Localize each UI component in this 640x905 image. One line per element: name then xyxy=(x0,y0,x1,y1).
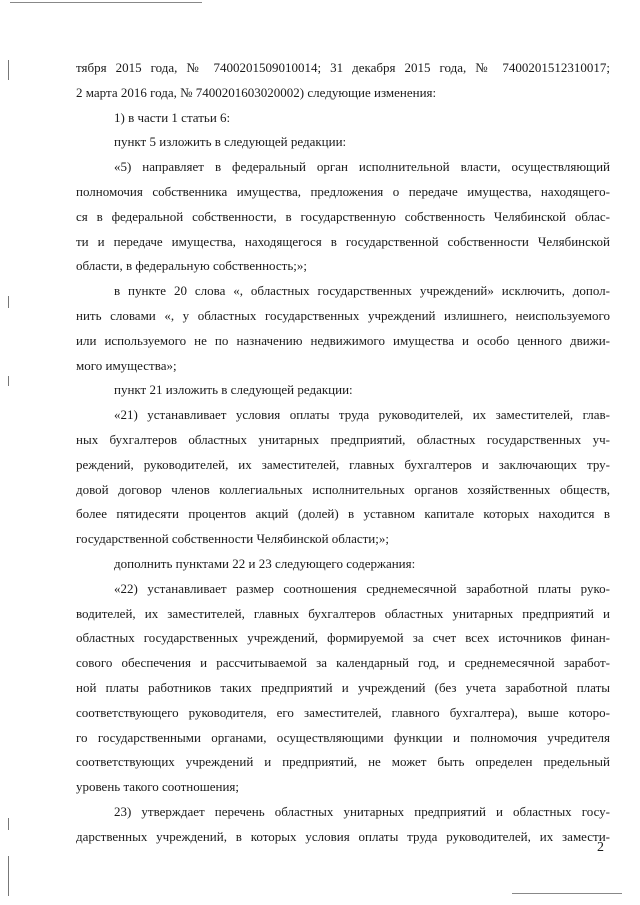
scan-edge-line-bottom xyxy=(512,893,622,894)
text-line: ся в федеральной собственности, в государственную собственность Челябинской облас- xyxy=(76,208,610,224)
scan-edge-mark xyxy=(8,818,9,830)
scan-edge-mark xyxy=(8,856,9,896)
scan-edge-mark xyxy=(8,60,9,80)
text-line: тября 2015 года, № 7400201509010014; 31 декабря 2015 года, № 7400201512310017; xyxy=(76,60,610,75)
text-line: областных государственных учреждений, формируемой за счет всех источников финан- xyxy=(76,630,610,646)
text-line: уровень такого соотношения; xyxy=(76,779,240,795)
text-line: в пункте 20 слова «, областных государственных учреждений» исключить, допол- xyxy=(114,283,610,299)
text-line: ных бухгалтеров областных унитарных предприятий, областных государственных уч- xyxy=(76,431,610,447)
text-line: пункт 21 изложить в следующей редакции: xyxy=(114,382,353,398)
text-line: соответствующего руководителя, его заместителей, главного бухгалтера), выше которо- xyxy=(76,704,610,720)
text-line: «5) направляет в федеральный орган исполнительной власти, осуществляющий xyxy=(114,159,610,175)
text-line: ти и передаче имущества, находящегося в государственной собственности Челябинской xyxy=(76,233,610,249)
text-line: мого имущества»; xyxy=(76,357,177,373)
text-line: соответствующих учреждений и предприятий, не может быть определен предельный xyxy=(76,754,610,770)
text-line: го государственными органами, осуществляющими функции и полномочия учредителя xyxy=(76,729,610,745)
text-line: «22) устанавливает размер соотношения среднемесячной заработной платы руко- xyxy=(114,580,610,596)
text-line: реждений, руководителей, их заместителей, главных бухгалтеров и заключающих тру- xyxy=(76,456,610,472)
text-line: нить словами «, у областных государственных учреждений излишнего, неиспользуемого xyxy=(76,307,610,323)
text-line: или используемого не по назначению недвижимого имущества и особо ценного движи- xyxy=(76,332,610,348)
document-body-text xyxy=(76,56,610,850)
scan-edge-mark xyxy=(8,296,9,308)
text-line: сового обеспечения и рассчитываемой за календарный год, и среднемесячной заработ- xyxy=(76,655,610,671)
text-line: дополнить пунктами 22 и 23 следующего содержания: xyxy=(114,555,416,571)
text-line: государственной собственности Челябинской области;»; xyxy=(76,531,389,547)
text-line: области, в федеральную собственность;»; xyxy=(76,258,307,274)
text-line: 1) в части 1 статьи 6: xyxy=(114,109,231,125)
text-line: дарственных учреждений, в которых условия оплаты труда руководителей, их замести- xyxy=(76,828,610,844)
text-line: 2 марта 2016 года, № 7400201603020002) следующие изменения: xyxy=(76,84,437,100)
text-line: довой договор членов коллегиальных исполнительных органов хозяйственных обществ, xyxy=(76,481,610,497)
scan-edge-mark xyxy=(8,376,9,386)
scan-edge-line-top xyxy=(10,2,202,3)
text-line: ной платы работников таких предприятий и учреждений (без учета заработной платы xyxy=(76,679,610,695)
page-number: 2 xyxy=(597,840,604,855)
text-line: более пятидесяти процентов акций (долей) в уставном капитале которых находится в xyxy=(76,506,610,522)
text-line: водителей, их заместителей, главных бухгалтеров областных унитарных предприятий и xyxy=(76,605,610,621)
text-line: пункт 5 изложить в следующей редакции: xyxy=(114,134,347,150)
text-line: «21) устанавливает условия оплаты труда руководителей, их заместителей, глав- xyxy=(114,407,610,423)
text-line: 23) утверждает перечень областных унитарных предприятий и областных госу- xyxy=(114,803,610,819)
text-line: полномочия собственника имущества, предложения о передаче имущества, находящего- xyxy=(76,183,610,199)
